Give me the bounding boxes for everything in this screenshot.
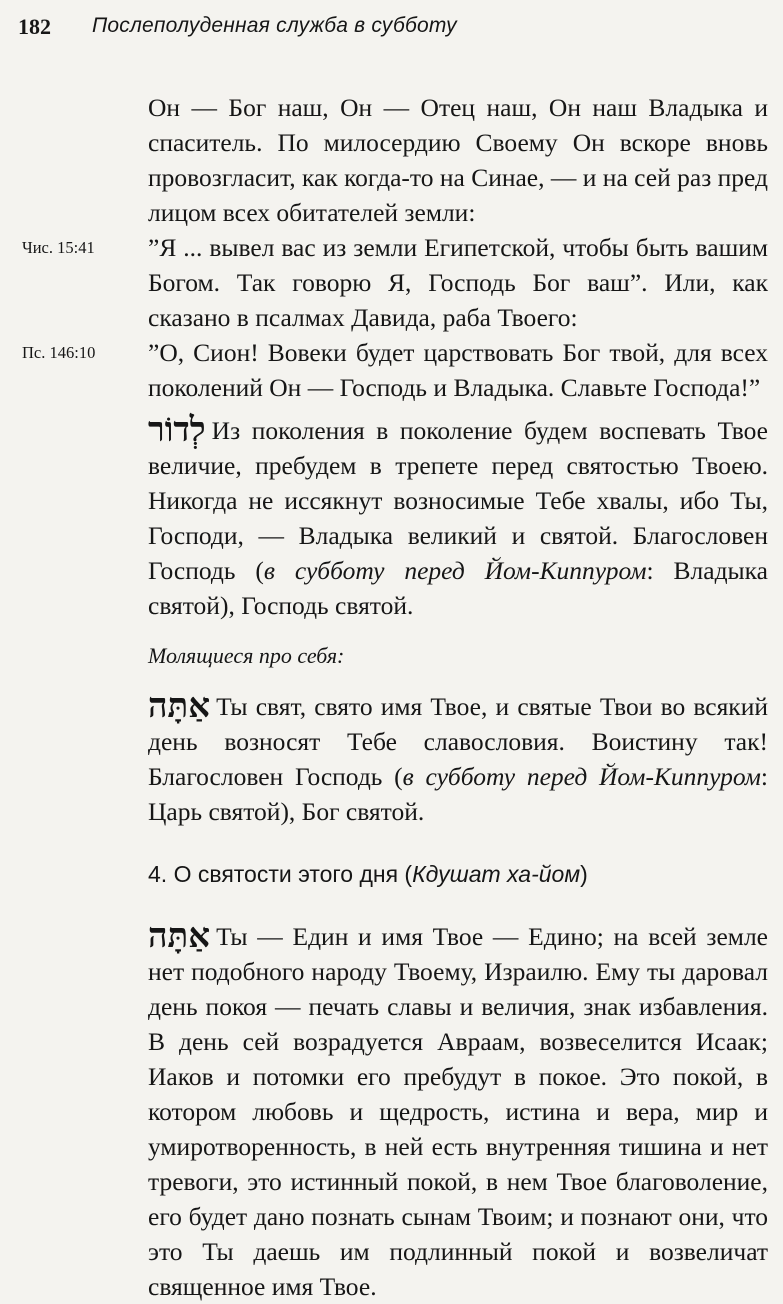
section-heading-prefix: 4. О святости этого дня ( xyxy=(148,861,413,887)
margin-citation-numbers: Чис. 15:41 xyxy=(22,238,95,257)
paragraph-psalm-quote xyxy=(22,335,768,405)
running-title: Послеполуденная служба в субботу xyxy=(92,14,457,37)
ata-holy-rubric: в субботу перед Йом-Киппуром xyxy=(402,762,761,791)
paragraph-numbers-quote xyxy=(22,230,768,335)
paragraph-psalm-text: ”О, Сион! Вовеки будет царствовать Бог твой, для всех поколений Он — Господь и Владыка. Славьте Господа!” xyxy=(148,338,768,402)
paragraph-ata-one xyxy=(148,916,768,1304)
paragraph-numbers-text: ”Я ... вывел вас из земли Египетской, чтобы быть вашим Богом. Так говорю Я, Господь Бог ваш”. Или, как сказано в псалмах Давида, раба Твоего: xyxy=(148,233,768,332)
section-heading-italic: Кдушат ха-йом xyxy=(412,861,581,887)
hebrew-incipit-ata-2: אַתָּה xyxy=(148,916,211,956)
section-heading-suffix: ) xyxy=(580,861,588,887)
margin-citation-psalm: Пс. 146:10 xyxy=(22,343,96,362)
ata-holy-text-start: Ты свят, свято имя Твое, и святые Твои во всякий день возносят Тебе славословия. Воистину так! Благословен Господь ( xyxy=(148,692,768,791)
paragraph-ata-holy xyxy=(148,686,768,829)
ata-one-text: Ты — Един и имя Твое — Едино; на всей земле нет подобного народу Твоему, Израилю. Ему ты даровал день покоя — печать славы и величия, знак избавления. В день сей возрадуется Авраам, возвеселится Исаак; Иаков и потомки его пребудут в покое. Это покой, в котором любовь и щедрость, истина и вера, мир и умиротворенность, в ней есть внутренняя тишина и нет тревоги, это истинный покой, в нем Твое благоволение, его будет дано познать сынам Твоим; и познают они, что это Ты даешь им подлинный покой и возвеличат священное имя Твое. xyxy=(148,922,768,1301)
main-text xyxy=(22,90,768,1304)
page-number: 182 xyxy=(18,14,51,39)
hebrew-incipit-ledor: לְדוֹר xyxy=(148,410,206,450)
ledor-rubric: в субботу перед Йом-Киппуром xyxy=(263,556,647,585)
hebrew-incipit-ata: אַתָּה xyxy=(148,686,211,726)
running-header xyxy=(18,14,773,44)
paragraph-intro: Он — Бог наш, Он — Отец наш, Он наш Владыка и спаситель. По милосердию Своему Он вскоре вновь провозгласит, как когда-то на Синае, — и на сей раз пред лицом всех обитателей земли: xyxy=(148,93,768,227)
paragraph-ledor xyxy=(148,410,768,623)
instruction-silent: Молящиеся про себя: xyxy=(148,643,345,668)
section-heading xyxy=(148,859,768,889)
ledor-text-start: Из поколения в поколение будем воспевать Твое величие, пребудем в трепете перед святостью Твоею. Никогда не иссякнут возносимые Тебе хвалы, ибо Ты, Господи, — Владыка великий и святой. Благословен Господь ( xyxy=(148,416,768,585)
ledor-text-end: : Владыка святой), Господь святой. xyxy=(148,556,768,620)
ata-holy-text-end: : Царь святой), Бог святой. xyxy=(148,762,768,826)
